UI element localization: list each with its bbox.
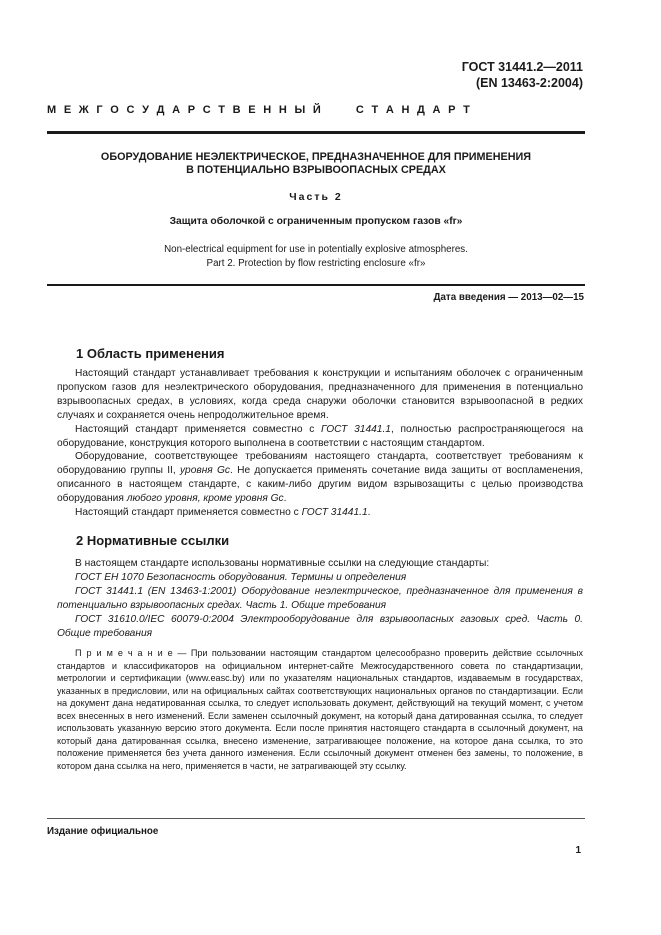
note-block — [57, 647, 583, 772]
note-text: — При пользовании настоящим стандартом целесообразно проверить действие ссылочных стандартов и классификаторов на официальном интернет-сайте Межгосударственного совета по стандартизации, метрологии и сертификации (www.easc.by) или по указателям национальных стандартов, издаваемым в государствах, указанных в предисловии, или на официальных сайтах соответствующих национальных органов по стандартизации. Если на документ дана недатированная ссылка, то следует использовать документ, действующий на текущий момент, с учетом всех внесенных в него изменений. Если заменен ссылочный документ, на который дана датированная ссылка, то следует использовать указанную версию этого документа. Если после принятия настоящего стандарта в ссылочный документ, на который дана датированная ссылка, внесено изменение, затрагивающее положение, на которое дана ссылка, то это положение применяется без учета данного изменения. Если ссылочный документ отменен без замены, то положение, в котором дана ссылка на него, применяется в части, не затрагивающей эту ссылку. — [57, 648, 583, 771]
header-rule — [47, 131, 585, 134]
subtitle: Защита оболочкой с ограниченным пропуском газов «fr» — [169, 216, 463, 227]
any-level-except-gc: любого уровня, кроме уровня Gc — [126, 493, 284, 505]
note-paragraph — [57, 647, 583, 772]
section-1-heading: 1 Область применения — [76, 346, 225, 361]
reference-gost-en-1070: ГОСТ ЕН 1070 Безопасность оборудования. Термины и определения — [75, 571, 407, 583]
section-2-body — [57, 557, 583, 640]
english-title-line-2: Part 2. Protection by flow restricting enclosure «fr» — [206, 258, 426, 269]
section-1-paragraph-2: Настоящий стандарт применяется совместно с ГОСТ 31441.1, полностью распространяющегося на оборудование, конструкция которого выполнена в соответствии с настоящим стандартом. — [57, 423, 583, 449]
page-number: 1 — [575, 845, 581, 856]
title-line-1: ОБОРУДОВАНИЕ НЕЭЛЕКТРИЧЕСКОЕ, ПРЕДНАЗНАЧЕННОЕ ДЛЯ ПРИМЕНЕНИЯ — [100, 151, 532, 163]
level-gc-reference: уровня Gc — [179, 465, 231, 477]
gost-31441-1-reference-2: ГОСТ 31441.1 — [301, 507, 368, 519]
english-title-line-1: Non-electrical equipment for use in potentially explosive atmospheres. — [164, 244, 468, 255]
references-intro: В настоящем стандарте использованы нормативные ссылки на следующие стандарты: — [75, 558, 490, 569]
edition-label: Издание официальное — [47, 826, 159, 837]
section-2-heading: 2 Нормативные ссылки — [76, 533, 230, 548]
gost-number: ГОСТ 31441.2—2011 — [461, 60, 583, 74]
title-rule — [47, 284, 585, 286]
part-label: Часть 2 — [289, 191, 343, 203]
section-1-paragraph-3: Оборудование, соответствующее требованиям настоящего стандарта, соответствует требованиям к оборудованию группы II, уровня Gc. Не допускается применять сочетание вида защиты от воспламенения, описанного в настоящем стандарте, с каким-либо другим видом взрывозащиты с целью производства оборудования любого уровня, кроме уровня Gc. — [57, 451, 584, 505]
title-line-2: В ПОТЕНЦИАЛЬНО ВЗРЫВООПАСНЫХ СРЕДАХ — [186, 164, 446, 176]
reference-gost-31610-0: ГОСТ 31610.0/IEC 60079-0:2004 Электрооборудование для взрывоопасных газовых сред. Часть 0. Общие требования — [57, 613, 583, 639]
en-number: (EN 13463-2:2004) — [475, 76, 583, 90]
intro-date: Дата введения — 2013—02—15 — [433, 292, 584, 303]
section-1-paragraph-1: Настоящий стандарт устанавливает требования к конструкции и испытаниям оболочек с ограниченным пропуском газов для неэлектрического оборудования, предназначенного для применения в потенциально взрывоопасных средах, в условиях, когда среда снаружи оболочки становится взрывоопасной в редких случаях и сохраняется очень непродолжительное время. — [57, 368, 583, 421]
note-label: П р и м е ч а н и е — [75, 648, 173, 658]
reference-gost-31441-1: ГОСТ 31441.1 (EN 13463-1:2001) Оборудование неэлектрическое, предназначенное для применения в потенциально взрывоопасных средах. Часть 1. Общие требования — [57, 585, 583, 611]
standard-type-banner: М Е Ж Г О С У Д А Р С Т В Е Н Н Ы Й С Т А Н Д А Р Т — [47, 104, 471, 116]
gost-31441-1-reference: ГОСТ 31441.1 — [321, 423, 391, 435]
section-1-paragraph-4: Настоящий стандарт применяется совместно с ГОСТ 31441.1. — [75, 507, 371, 519]
footer-rule — [47, 818, 585, 819]
section-1-body — [57, 367, 583, 520]
